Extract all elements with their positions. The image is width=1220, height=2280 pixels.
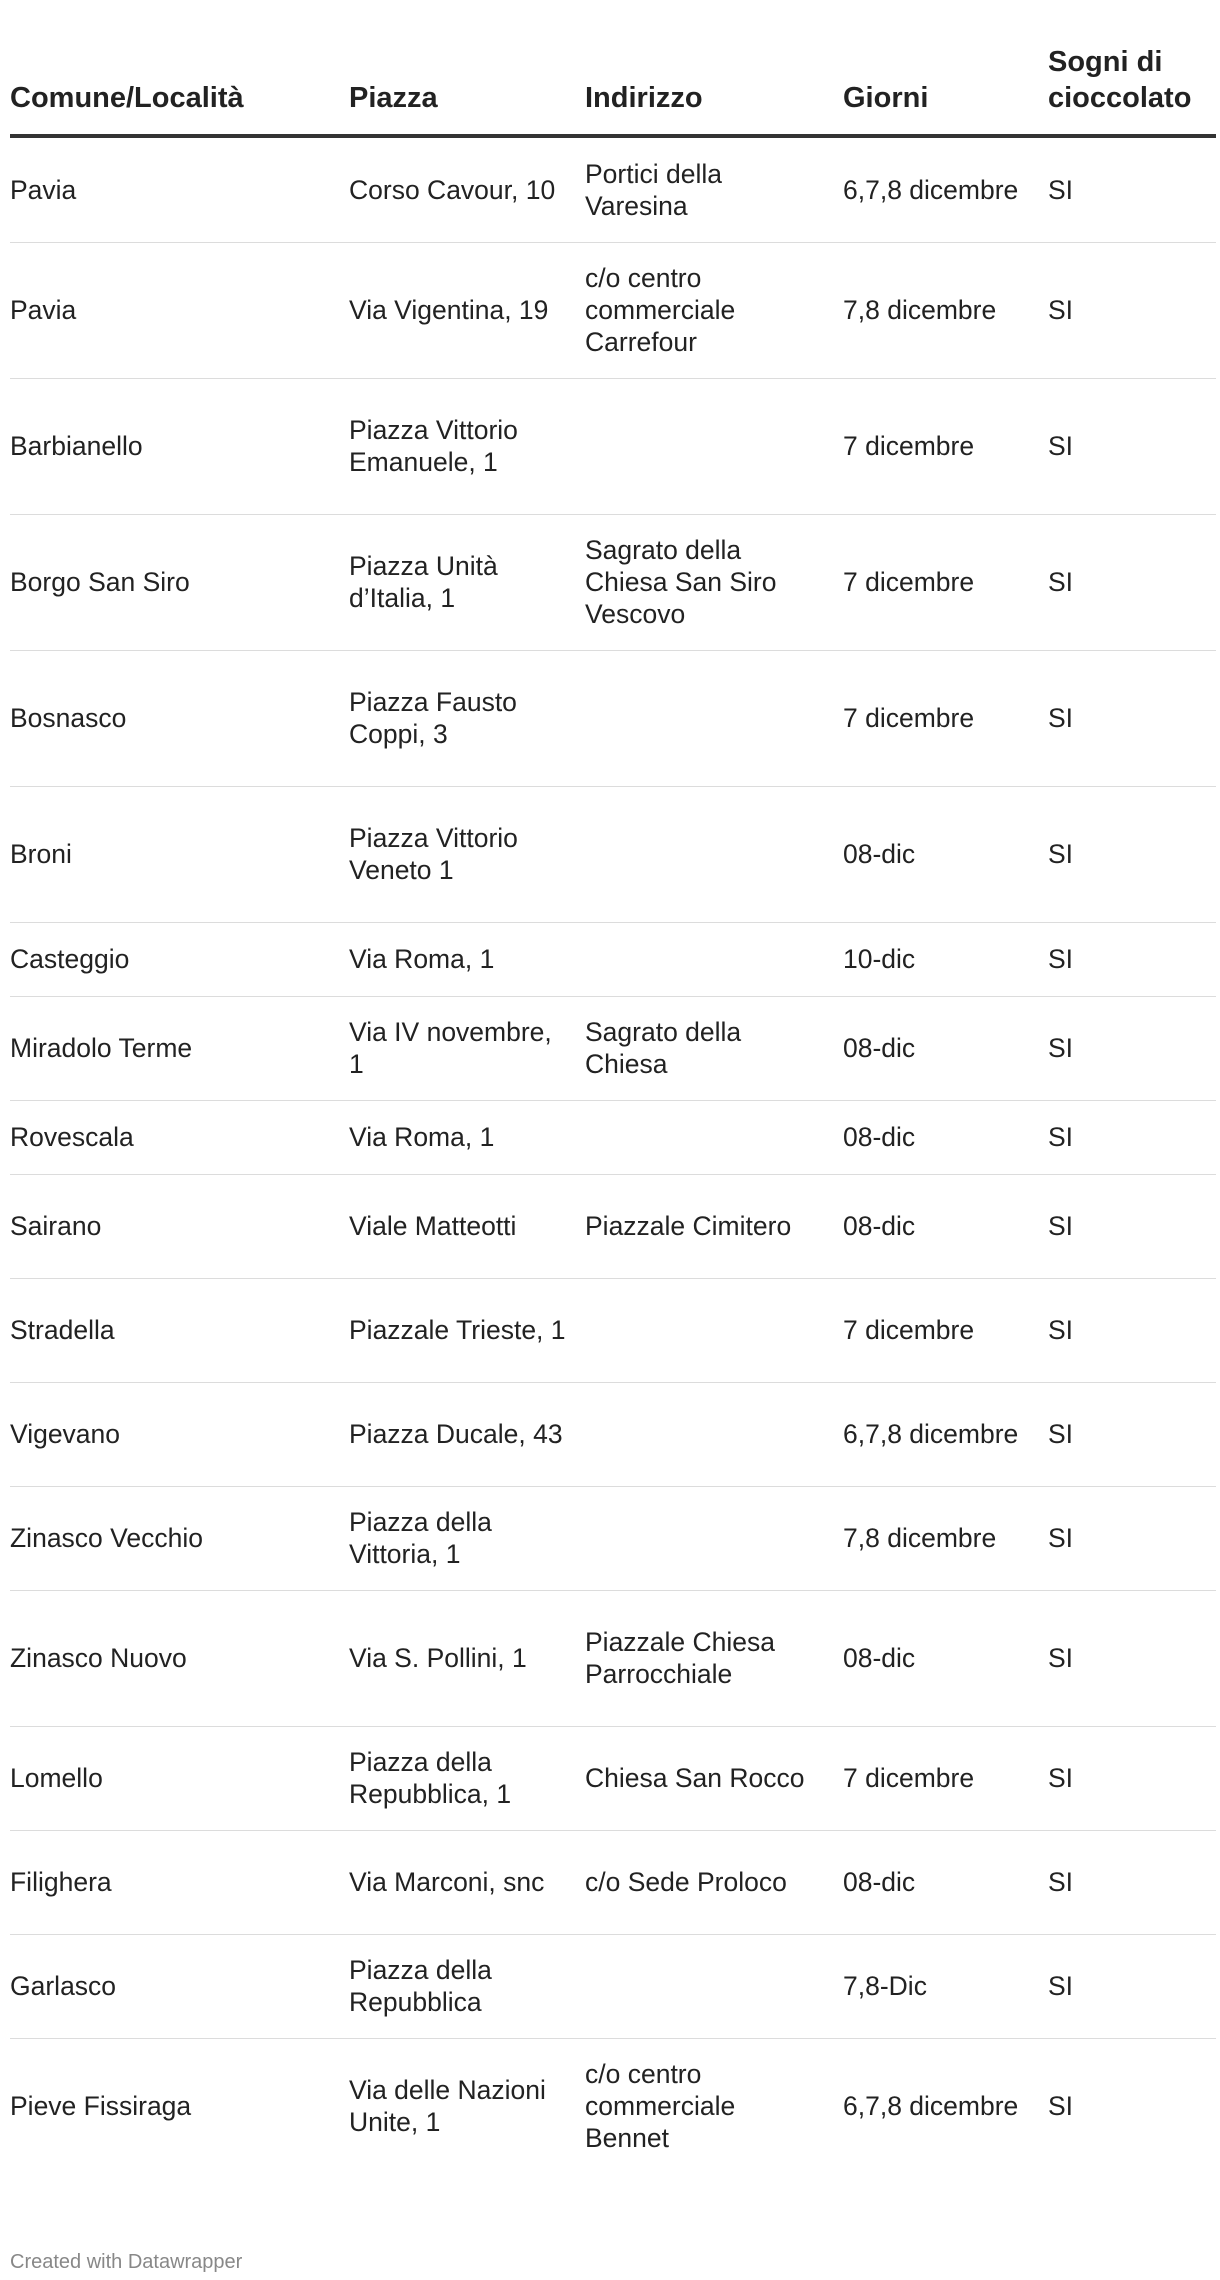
table-row (10, 1100, 1216, 1174)
cell-indirizzo-text: Piazzale Cimitero (585, 1211, 792, 1241)
cell-piazza-text: Piazza della Repubblica (349, 1955, 492, 2017)
cell-comune (10, 1590, 349, 1726)
cell-piazza-text: Piazza Vittorio Veneto 1 (349, 823, 518, 885)
cell-giorni-text: 08-dic (843, 1867, 916, 1897)
cell-giorni-text: 7,8 dicembre (843, 1523, 997, 1553)
cell-sogni-di-cioccolato-text: SI (1048, 703, 1074, 733)
cell-comune-text: Stradella (10, 1315, 115, 1345)
cell-sogni-di-cioccolato-text: SI (1048, 1971, 1074, 2001)
table-row (10, 1934, 1216, 2038)
cell-piazza (349, 1100, 585, 1174)
cell-sogni-di-cioccolato (1048, 1590, 1216, 1726)
table-row (10, 996, 1216, 1100)
cell-giorni (843, 996, 1048, 1100)
cell-piazza (349, 1278, 585, 1382)
cell-comune (10, 786, 349, 922)
cell-sogni-di-cioccolato-text: SI (1048, 431, 1074, 461)
cell-piazza (349, 1726, 585, 1830)
cell-sogni-di-cioccolato (1048, 2038, 1216, 2174)
cell-piazza-text: Via Roma, 1 (349, 1122, 495, 1152)
cell-giorni-text: 7 dicembre (843, 1763, 975, 1793)
table-row (10, 1726, 1216, 1830)
table-row (10, 1174, 1216, 1278)
cell-comune-text: Garlasco (10, 1971, 117, 2001)
table-row (10, 2038, 1216, 2174)
cell-comune-text: Zinasco Nuovo (10, 1643, 187, 1673)
cell-indirizzo-text: c/o Sede Proloco (585, 1867, 787, 1897)
cell-sogni-di-cioccolato (1048, 514, 1216, 650)
cell-piazza (349, 1934, 585, 2038)
cell-comune (10, 1486, 349, 1590)
cell-indirizzo-text: Chiesa San Rocco (585, 1763, 805, 1793)
cell-piazza (349, 378, 585, 514)
cell-indirizzo (585, 1486, 843, 1590)
cell-giorni (843, 1590, 1048, 1726)
cell-indirizzo (585, 1278, 843, 1382)
cell-sogni-di-cioccolato (1048, 1174, 1216, 1278)
cell-piazza-text: Via S. Pollini, 1 (349, 1643, 527, 1673)
cell-piazza (349, 996, 585, 1100)
cell-sogni-di-cioccolato-text: SI (1048, 174, 1074, 205)
cell-sogni-di-cioccolato (1048, 1726, 1216, 1830)
table-row (10, 242, 1216, 378)
column-header-piazza[interactable]: Piazza (349, 30, 585, 136)
cell-comune (10, 1830, 349, 1934)
cell-piazza (349, 1382, 585, 1486)
cell-giorni (843, 2038, 1048, 2174)
cell-indirizzo-text: Sagrato della Chiesa (585, 1017, 742, 1079)
table-row (10, 786, 1216, 922)
cell-giorni-text: 6,7,8 dicembre (843, 2091, 1019, 2122)
table-header (10, 30, 1216, 136)
cell-comune-text: Pieve Fissiraga (10, 2091, 192, 2122)
cell-giorni (843, 786, 1048, 922)
cell-comune-text: Borgo San Siro (10, 567, 190, 597)
table-row (10, 650, 1216, 786)
cell-giorni-text: 7 dicembre (843, 431, 975, 461)
cell-giorni-text: 6,7,8 dicembre (843, 174, 1019, 205)
cell-giorni (843, 922, 1048, 996)
cell-piazza (349, 2038, 585, 2174)
cell-piazza-text: Via Vigentina, 19 (349, 295, 549, 325)
cell-indirizzo-text: Portici della Varesina (585, 158, 722, 221)
cell-sogni-di-cioccolato-text: SI (1048, 2091, 1074, 2122)
cell-comune (10, 922, 349, 996)
table-row (10, 1590, 1216, 1726)
table-row (10, 1278, 1216, 1382)
cell-sogni-di-cioccolato-text: SI (1048, 1122, 1074, 1152)
table-row (10, 136, 1216, 242)
cell-indirizzo (585, 2038, 843, 2174)
cell-comune (10, 242, 349, 378)
cell-sogni-di-cioccolato (1048, 996, 1216, 1100)
cell-sogni-di-cioccolato (1048, 1830, 1216, 1934)
cell-sogni-di-cioccolato (1048, 922, 1216, 996)
cell-comune-text: Pavia (10, 174, 77, 205)
cell-sogni-di-cioccolato (1048, 1278, 1216, 1382)
cell-comune-text: Zinasco Vecchio (10, 1523, 203, 1553)
cell-indirizzo-text: c/o centro commerciale Carrefour (585, 263, 736, 357)
cell-comune-text: Sairano (10, 1211, 102, 1241)
column-header-comune[interactable]: Comune/Località (10, 30, 349, 136)
table-row (10, 1830, 1216, 1934)
cell-indirizzo (585, 1174, 843, 1278)
cell-giorni-text: 7 dicembre (843, 567, 975, 597)
cell-giorni (843, 1278, 1048, 1382)
cell-comune (10, 378, 349, 514)
cell-sogni-di-cioccolato-text: SI (1048, 1211, 1074, 1241)
cell-sogni-di-cioccolato (1048, 242, 1216, 378)
cell-piazza (349, 1830, 585, 1934)
cell-sogni-di-cioccolato-text: SI (1048, 1867, 1074, 1897)
cell-indirizzo (585, 1100, 843, 1174)
cell-piazza-text: Piazza della Vittoria, 1 (349, 1507, 492, 1569)
cell-indirizzo (585, 514, 843, 650)
cell-piazza (349, 514, 585, 650)
cell-sogni-di-cioccolato-text: SI (1048, 1033, 1074, 1063)
cell-comune-text: Bosnasco (10, 703, 127, 733)
cell-sogni-di-cioccolato-text: SI (1048, 1523, 1074, 1553)
cell-piazza-text: Piazza della Repubblica, 1 (349, 1747, 512, 1809)
cell-comune (10, 1278, 349, 1382)
cell-sogni-di-cioccolato-text: SI (1048, 944, 1074, 974)
cell-giorni (843, 1726, 1048, 1830)
cell-giorni (843, 1100, 1048, 1174)
cell-giorni-text: 6,7,8 dicembre (843, 1419, 1019, 1449)
cell-sogni-di-cioccolato-text: SI (1048, 1315, 1074, 1345)
cell-comune (10, 996, 349, 1100)
cell-sogni-di-cioccolato-text: SI (1048, 1643, 1074, 1673)
cell-comune (10, 514, 349, 650)
cell-comune-text: Vigevano (10, 1419, 121, 1449)
cell-indirizzo (585, 996, 843, 1100)
cell-piazza (349, 1590, 585, 1726)
table-row (10, 1382, 1216, 1486)
cell-piazza (349, 786, 585, 922)
cell-piazza (349, 1174, 585, 1278)
cell-giorni (843, 1174, 1048, 1278)
cell-giorni (843, 1830, 1048, 1934)
cell-piazza (349, 136, 585, 242)
cell-indirizzo-text: Piazzale Chiesa Parrocchiale (585, 1627, 776, 1689)
cell-giorni-text: 10-dic (843, 944, 916, 974)
cell-piazza (349, 922, 585, 996)
cell-sogni-di-cioccolato (1048, 786, 1216, 922)
table-row (10, 378, 1216, 514)
cell-piazza-text: Viale Matteotti (349, 1211, 517, 1241)
cell-piazza-text: Via Roma, 1 (349, 944, 495, 974)
cell-giorni-text: 7,8-Dic (843, 1971, 927, 2001)
cell-piazza-text: Piazza Fausto Coppi, 3 (349, 687, 517, 749)
cell-comune (10, 2038, 349, 2174)
cell-sogni-di-cioccolato (1048, 1486, 1216, 1590)
cell-giorni (843, 1486, 1048, 1590)
cell-sogni-di-cioccolato (1048, 650, 1216, 786)
cell-sogni-di-cioccolato (1048, 136, 1216, 242)
cell-indirizzo (585, 242, 843, 378)
table-row (10, 1486, 1216, 1590)
cell-indirizzo (585, 136, 843, 242)
cell-giorni-text: 08-dic (843, 839, 916, 869)
cell-comune-text: Pavia (10, 295, 77, 325)
cell-indirizzo (585, 786, 843, 922)
cell-comune-text: Casteggio (10, 944, 130, 974)
cell-giorni (843, 650, 1048, 786)
cell-comune (10, 1100, 349, 1174)
cell-sogni-di-cioccolato-text: SI (1048, 839, 1074, 869)
cell-comune (10, 1174, 349, 1278)
footer-credit[interactable]: Created with Datawrapper (10, 2251, 243, 2273)
cell-piazza-text: Via delle Nazioni Unite, 1 (349, 2075, 546, 2138)
cell-indirizzo-text: Sagrato della Chiesa San Siro Vescovo (585, 535, 777, 629)
cell-giorni (843, 514, 1048, 650)
cell-piazza-text: Piazza Ducale, 43 (349, 1419, 563, 1449)
cell-piazza (349, 242, 585, 378)
cell-giorni-text: 7 dicembre (843, 703, 975, 733)
cell-giorni-text: 08-dic (843, 1033, 916, 1063)
cell-giorni (843, 242, 1048, 378)
cell-sogni-di-cioccolato-text: SI (1048, 295, 1074, 325)
cell-sogni-di-cioccolato (1048, 1100, 1216, 1174)
cell-indirizzo (585, 1830, 843, 1934)
cell-giorni (843, 378, 1048, 514)
cell-indirizzo (585, 1934, 843, 2038)
cell-comune-text: Lomello (10, 1763, 103, 1793)
cell-comune (10, 1382, 349, 1486)
cell-comune (10, 1726, 349, 1830)
cell-indirizzo (585, 922, 843, 996)
cell-sogni-di-cioccolato (1048, 378, 1216, 514)
events-table (10, 30, 1216, 2174)
cell-giorni (843, 136, 1048, 242)
cell-comune (10, 1934, 349, 2038)
cell-comune-text: Broni (10, 839, 72, 869)
cell-piazza-text: Piazzale Trieste, 1 (349, 1315, 566, 1345)
cell-giorni-text: 08-dic (843, 1211, 916, 1241)
cell-sogni-di-cioccolato-text: SI (1048, 1763, 1074, 1793)
column-header-sogni-di-cioccolato[interactable]: Sogni di cioccolato (1048, 30, 1216, 136)
cell-comune-text: Barbianello (10, 431, 143, 461)
table-body (10, 136, 1216, 2174)
cell-giorni-text: 08-dic (843, 1643, 916, 1673)
cell-indirizzo (585, 378, 843, 514)
cell-giorni-text: 7 dicembre (843, 1315, 975, 1345)
cell-giorni-text: 08-dic (843, 1122, 916, 1152)
cell-sogni-di-cioccolato-text: SI (1048, 567, 1074, 597)
cell-piazza-text: Piazza Vittorio Emanuele, 1 (349, 415, 518, 477)
column-header-giorni[interactable]: Giorni (843, 30, 1048, 136)
cell-comune-text: Rovescala (10, 1122, 134, 1152)
cell-giorni (843, 1934, 1048, 2038)
cell-indirizzo (585, 650, 843, 786)
column-header-indirizzo[interactable]: Indirizzo (585, 30, 843, 136)
cell-piazza-text: Via IV novembre, 1 (349, 1017, 552, 1079)
cell-indirizzo (585, 1590, 843, 1726)
cell-indirizzo (585, 1726, 843, 1830)
cell-piazza-text: Corso Cavour, 10 (349, 174, 556, 205)
cell-indirizzo (585, 1382, 843, 1486)
cell-comune (10, 650, 349, 786)
cell-comune-text: Filighera (10, 1867, 112, 1897)
cell-sogni-di-cioccolato (1048, 1934, 1216, 2038)
table-row (10, 514, 1216, 650)
cell-giorni-text: 7,8 dicembre (843, 295, 997, 325)
cell-piazza-text: Piazza Unità d’Italia, 1 (349, 551, 498, 613)
cell-piazza-text: Via Marconi, snc (349, 1867, 545, 1897)
cell-piazza (349, 1486, 585, 1590)
cell-sogni-di-cioccolato (1048, 1382, 1216, 1486)
cell-comune-text: Miradolo Terme (10, 1033, 193, 1063)
header-row (10, 30, 1216, 136)
cell-sogni-di-cioccolato-text: SI (1048, 1419, 1074, 1449)
cell-comune (10, 136, 349, 242)
cell-indirizzo-text: c/o centro commerciale Bennet (585, 2059, 736, 2154)
cell-piazza (349, 650, 585, 786)
table-row (10, 922, 1216, 996)
cell-giorni (843, 1382, 1048, 1486)
